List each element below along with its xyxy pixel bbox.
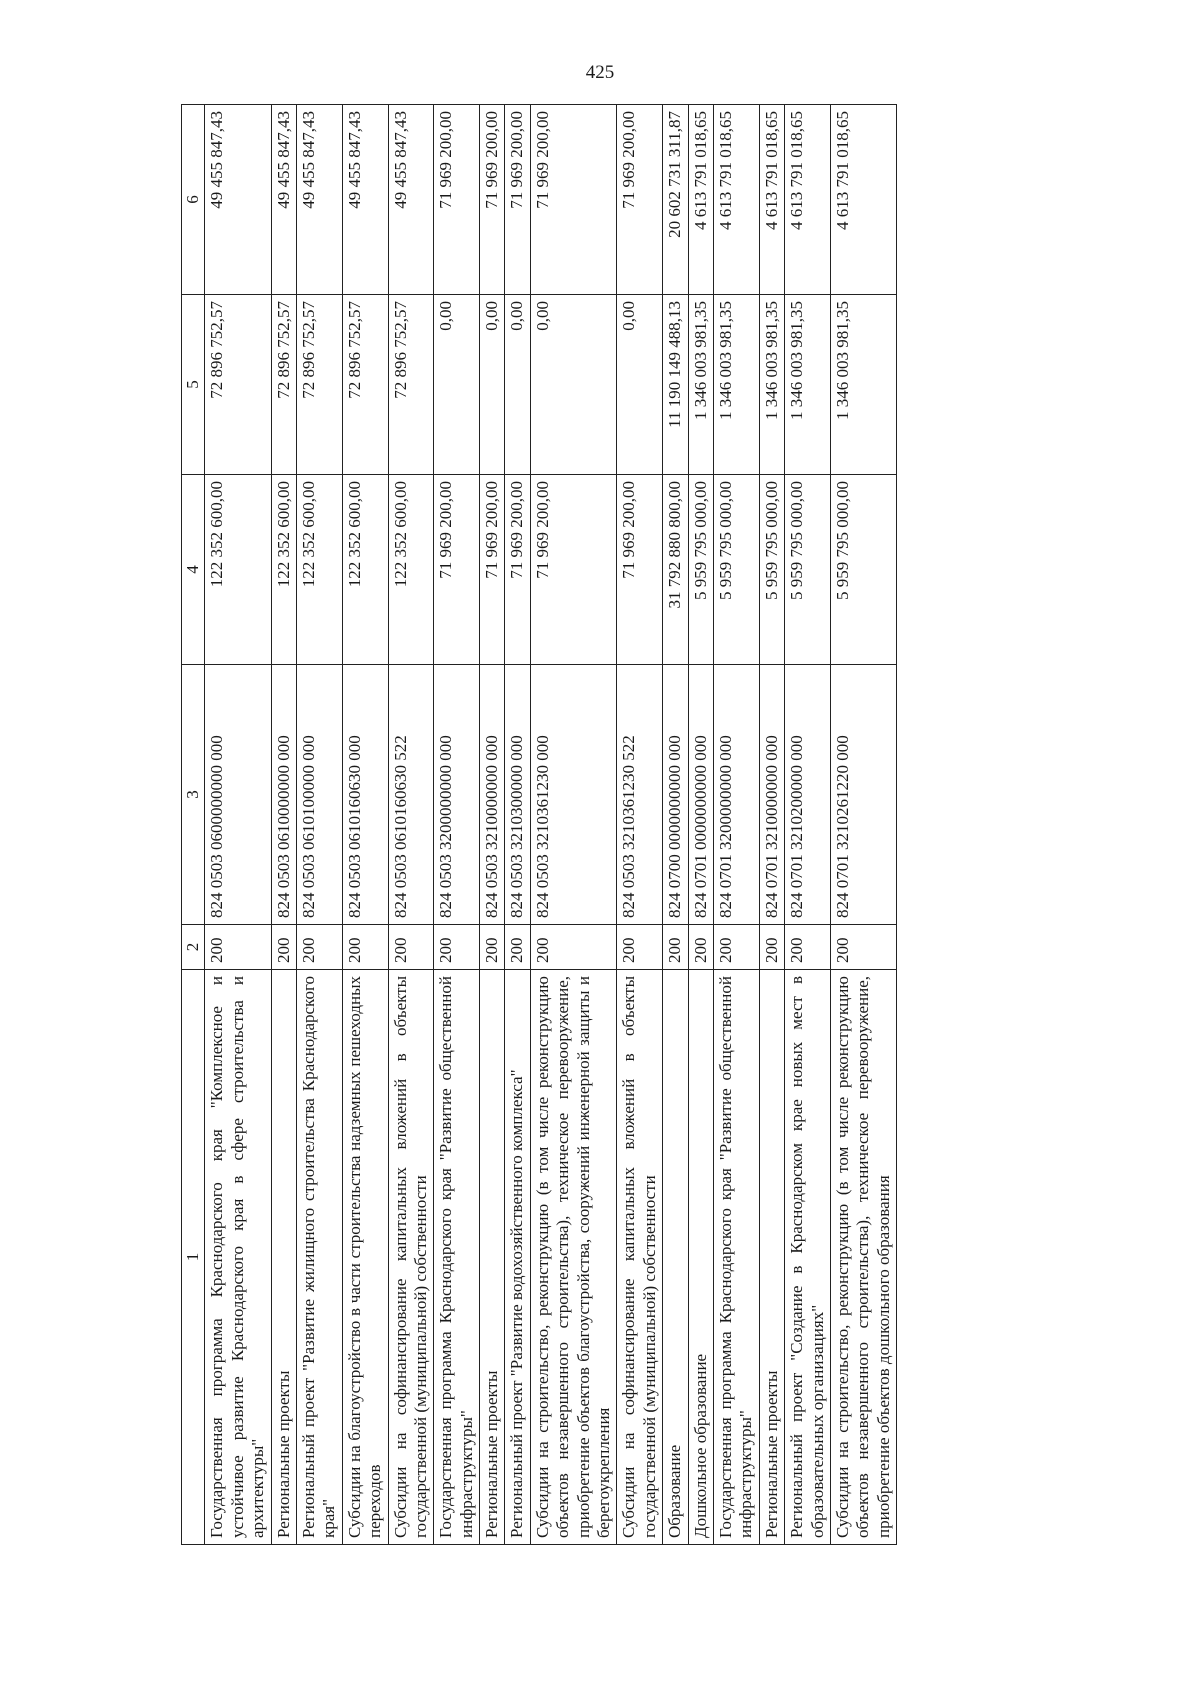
row-classification: 824 0700 0000000000 000 xyxy=(663,665,688,925)
row-amount-col6: 49 455 847,43 xyxy=(388,105,434,295)
row-amount-col5: 0,00 xyxy=(434,295,480,475)
row-name: Образование xyxy=(663,970,688,1545)
row-amount-col6: 20 602 731 311,87 xyxy=(663,105,688,295)
row-amount-col5: 11 190 149 488,13 xyxy=(663,295,688,475)
row-name: Государственная программа Краснодарского края "Комплексное и устойчивое развитие Краснодарского края в сфере строительства и архитектуры" xyxy=(205,970,271,1545)
row-classification: 824 0503 0600000000 000 xyxy=(205,665,271,925)
row-amount-col4: 5 959 795 000,00 xyxy=(759,475,784,665)
row-amount-col4: 71 969 200,00 xyxy=(480,475,505,665)
row-amount-col6: 49 455 847,43 xyxy=(205,105,271,295)
table-row xyxy=(530,105,617,1545)
table-row xyxy=(663,105,688,1545)
row-code: 200 xyxy=(434,925,480,970)
row-amount-col4: 122 352 600,00 xyxy=(388,475,434,665)
row-amount-col5: 0,00 xyxy=(505,295,530,475)
row-classification: 824 0503 3210300000 000 xyxy=(505,665,530,925)
table-row xyxy=(388,105,434,1545)
row-code: 200 xyxy=(759,925,784,970)
row-classification: 824 0701 0000000000 000 xyxy=(688,665,713,925)
row-amount-col6: 4 613 791 018,65 xyxy=(785,105,831,295)
budget-table xyxy=(181,104,897,1545)
header-col-5: 5 xyxy=(182,295,205,475)
row-classification: 824 0503 0610160630 000 xyxy=(342,665,388,925)
row-amount-col6: 4 613 791 018,65 xyxy=(759,105,784,295)
row-amount-col6: 49 455 847,43 xyxy=(296,105,342,295)
row-name: Государственная программа Краснодарского края "Развитие общественной инфраструктуры" xyxy=(713,970,759,1545)
row-amount-col5: 1 346 003 981,35 xyxy=(759,295,784,475)
header-col-1: 1 xyxy=(182,970,205,1545)
row-classification: 824 0503 3210361230 522 xyxy=(617,665,663,925)
row-classification: 824 0701 3210200000 000 xyxy=(785,665,831,925)
row-amount-col5: 1 346 003 981,35 xyxy=(713,295,759,475)
row-name: Региональный проект "Создание в Краснодарском крае новых мест в образовательных организациях" xyxy=(785,970,831,1545)
row-amount-col4: 5 959 795 000,00 xyxy=(713,475,759,665)
row-name: Субсидии на софинансирование капитальных вложений в объекты государственной (муниципальной) собственности xyxy=(388,970,434,1545)
row-amount-col6: 4 613 791 018,65 xyxy=(688,105,713,295)
header-col-6: 6 xyxy=(182,105,205,295)
row-amount-col4: 122 352 600,00 xyxy=(296,475,342,665)
table-row xyxy=(205,105,271,1545)
row-amount-col4: 31 792 880 800,00 xyxy=(663,475,688,665)
row-code: 200 xyxy=(271,925,296,970)
row-amount-col5: 72 896 752,57 xyxy=(205,295,271,475)
row-amount-col6: 71 969 200,00 xyxy=(434,105,480,295)
table-row xyxy=(296,105,342,1545)
row-amount-col4: 122 352 600,00 xyxy=(205,475,271,665)
row-amount-col6: 71 969 200,00 xyxy=(617,105,663,295)
row-code: 200 xyxy=(530,925,617,970)
row-amount-col5: 1 346 003 981,35 xyxy=(688,295,713,475)
table-row xyxy=(785,105,831,1545)
row-amount-col5: 1 346 003 981,35 xyxy=(830,295,896,475)
row-classification: 824 0503 3210000000 000 xyxy=(480,665,505,925)
table-row xyxy=(713,105,759,1545)
row-code: 200 xyxy=(830,925,896,970)
row-amount-col5: 0,00 xyxy=(530,295,617,475)
row-classification: 824 0503 0610000000 000 xyxy=(271,665,296,925)
row-code: 200 xyxy=(688,925,713,970)
row-amount-col4: 71 969 200,00 xyxy=(530,475,617,665)
row-classification: 824 0503 3200000000 000 xyxy=(434,665,480,925)
row-amount-col6: 4 613 791 018,65 xyxy=(713,105,759,295)
row-classification: 824 0503 0610160630 522 xyxy=(388,665,434,925)
row-amount-col4: 5 959 795 000,00 xyxy=(830,475,896,665)
row-code: 200 xyxy=(785,925,831,970)
row-name: Региональный проект "Развитие жилищного строительства Краснодарского края" xyxy=(296,970,342,1545)
header-col-3: 3 xyxy=(182,665,205,925)
row-classification: 824 0701 3210261220 000 xyxy=(830,665,896,925)
table-row xyxy=(342,105,388,1545)
row-amount-col6: 71 969 200,00 xyxy=(530,105,617,295)
row-code: 200 xyxy=(663,925,688,970)
row-code: 200 xyxy=(713,925,759,970)
row-name: Региональные проекты xyxy=(271,970,296,1545)
table-row xyxy=(271,105,296,1545)
row-amount-col4: 5 959 795 000,00 xyxy=(785,475,831,665)
row-amount-col5: 72 896 752,57 xyxy=(296,295,342,475)
row-amount-col6: 71 969 200,00 xyxy=(505,105,530,295)
table-row xyxy=(830,105,896,1545)
table-row xyxy=(617,105,663,1545)
row-name: Дошкольное образование xyxy=(688,970,713,1545)
row-classification: 824 0701 3200000000 000 xyxy=(713,665,759,925)
row-amount-col4: 122 352 600,00 xyxy=(271,475,296,665)
row-classification: 824 0503 0610100000 000 xyxy=(296,665,342,925)
row-classification: 824 0701 3210000000 000 xyxy=(759,665,784,925)
table-row xyxy=(688,105,713,1545)
row-name: Региональные проекты xyxy=(759,970,784,1545)
row-amount-col5: 72 896 752,57 xyxy=(342,295,388,475)
row-code: 200 xyxy=(617,925,663,970)
row-code: 200 xyxy=(342,925,388,970)
row-classification: 824 0503 3210361230 000 xyxy=(530,665,617,925)
row-code: 200 xyxy=(505,925,530,970)
row-name: Региональные проекты xyxy=(480,970,505,1545)
budget-table-rotated xyxy=(181,105,1041,1545)
row-name: Региональный проект "Развитие водохозяйственного комплекса" xyxy=(505,970,530,1545)
table-row xyxy=(480,105,505,1545)
row-amount-col5: 0,00 xyxy=(617,295,663,475)
table-row xyxy=(434,105,480,1545)
table-row xyxy=(759,105,784,1545)
row-amount-col6: 4 613 791 018,65 xyxy=(830,105,896,295)
row-amount-col5: 72 896 752,57 xyxy=(388,295,434,475)
row-code: 200 xyxy=(296,925,342,970)
row-amount-col4: 5 959 795 000,00 xyxy=(688,475,713,665)
row-name: Государственная программа Краснодарского края "Развитие общественной инфраструктуры" xyxy=(434,970,480,1545)
row-amount-col6: 49 455 847,43 xyxy=(342,105,388,295)
row-amount-col5: 1 346 003 981,35 xyxy=(785,295,831,475)
table-row xyxy=(505,105,530,1545)
row-amount-col5: 0,00 xyxy=(480,295,505,475)
row-name: Субсидии на строительство, реконструкцию (в том числе реконструкцию объектов незавершенного строительства), техническое перевооружение, приобретение объектов благоустройства, сооружений инженерной защиты и берегоукрепления xyxy=(530,970,617,1545)
row-code: 200 xyxy=(480,925,505,970)
row-amount-col4: 71 969 200,00 xyxy=(617,475,663,665)
row-amount-col6: 71 969 200,00 xyxy=(480,105,505,295)
page-number: 425 xyxy=(585,62,615,83)
row-name: Субсидии на софинансирование капитальных вложений в объекты государственной (муниципальной) собственности xyxy=(617,970,663,1545)
row-amount-col4: 122 352 600,00 xyxy=(342,475,388,665)
row-code: 200 xyxy=(205,925,271,970)
header-col-2: 2 xyxy=(182,925,205,970)
row-amount-col4: 71 969 200,00 xyxy=(434,475,480,665)
row-name: Субсидии на строительство, реконструкцию (в том числе реконструкцию объектов незавершенного строительства), техническое перевооружение, приобретение объектов дошкольного образования xyxy=(830,970,896,1545)
header-col-4: 4 xyxy=(182,475,205,665)
header-row xyxy=(182,105,205,1545)
row-amount-col5: 72 896 752,57 xyxy=(271,295,296,475)
table-body xyxy=(205,105,897,1545)
row-code: 200 xyxy=(388,925,434,970)
row-name: Субсидии на благоустройство в части строительства надземных пешеходных переходов xyxy=(342,970,388,1545)
row-amount-col4: 71 969 200,00 xyxy=(505,475,530,665)
row-amount-col6: 49 455 847,43 xyxy=(271,105,296,295)
